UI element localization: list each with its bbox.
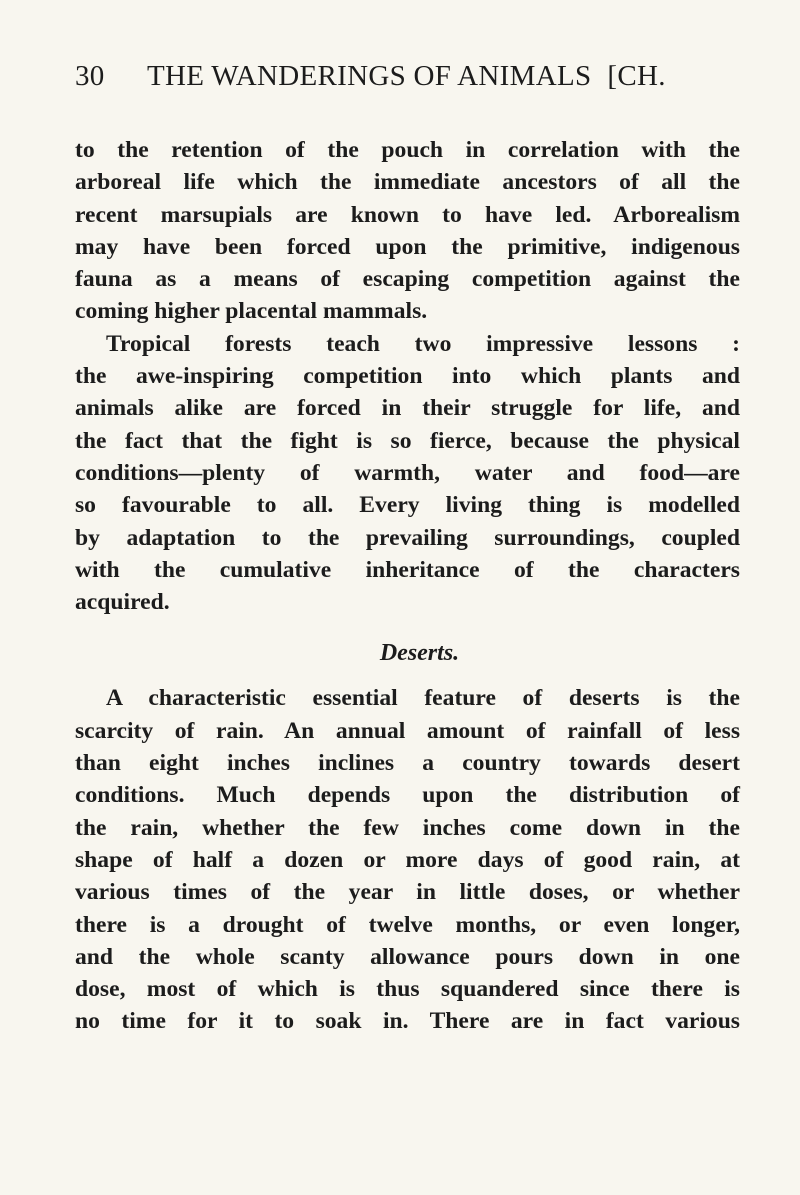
text-line: the awe-inspiring competition into which plants and	[75, 363, 740, 390]
text-line: than eight inches inclines a country towards desert	[75, 750, 740, 777]
text-line: so favourable to all. Every living thing is modelled	[75, 492, 740, 519]
book-page	[75, 60, 740, 1038]
text-line: may have been forced upon the primitive, indigenous	[75, 233, 740, 260]
text-line: conditions. Much depends upon the distribution of	[75, 782, 740, 809]
section-heading: Deserts.	[379, 640, 460, 667]
text-line: coming higher placental mammals.	[75, 298, 428, 325]
text-line: conditions—plenty of warmth, water and food—are	[75, 459, 740, 486]
text-line: A characteristic essential feature of deserts is the	[106, 685, 740, 712]
text-line: to the retention of the pouch in correlation with the	[75, 137, 740, 163]
text-line: acquired.	[75, 589, 170, 616]
body-text	[75, 134, 740, 1038]
text-line: there is a drought of twelve months, or even longer,	[75, 911, 740, 938]
paragraph-1	[75, 134, 740, 328]
paragraph-3	[75, 682, 740, 1037]
text-line: fauna as a means of escaping competition against the	[75, 266, 740, 293]
text-line: recent marsupials are known to have led. Arborealism	[75, 201, 740, 228]
running-title: THE WANDERINGS OF ANIMALS	[147, 60, 592, 92]
text-line: arboreal life which the immediate ancestors of all the	[75, 169, 740, 196]
chapter-marker: [CH.	[607, 60, 666, 92]
text-line: shape of half a dozen or more days of good rain, at	[75, 846, 740, 873]
text-line: scarcity of rain. An annual amount of rainfall of less	[75, 717, 740, 744]
text-line: by adaptation to the prevailing surroundings, coupled	[75, 524, 740, 551]
text-line: Tropical forests teach two impressive lessons :	[106, 330, 740, 357]
text-line: the rain, whether the few inches come down in the	[75, 814, 740, 841]
paragraph-2	[75, 328, 740, 619]
text-line: no time for it to soak in. There are in fact various	[75, 1008, 740, 1035]
text-line: animals alike are forced in their struggle for life, and	[75, 395, 740, 422]
text-line: and the whole scanty allowance pours down in one	[75, 943, 740, 970]
running-head	[75, 60, 740, 108]
text-line: dose, most of which is thus squandered since there is	[75, 976, 740, 1003]
text-line: various times of the year in little doses, or whether	[75, 879, 740, 906]
text-line: with the cumulative inheritance of the characters	[75, 556, 740, 583]
text-line: the fact that the fight is so fierce, because the physical	[75, 427, 740, 454]
page-number: 30	[75, 60, 105, 92]
